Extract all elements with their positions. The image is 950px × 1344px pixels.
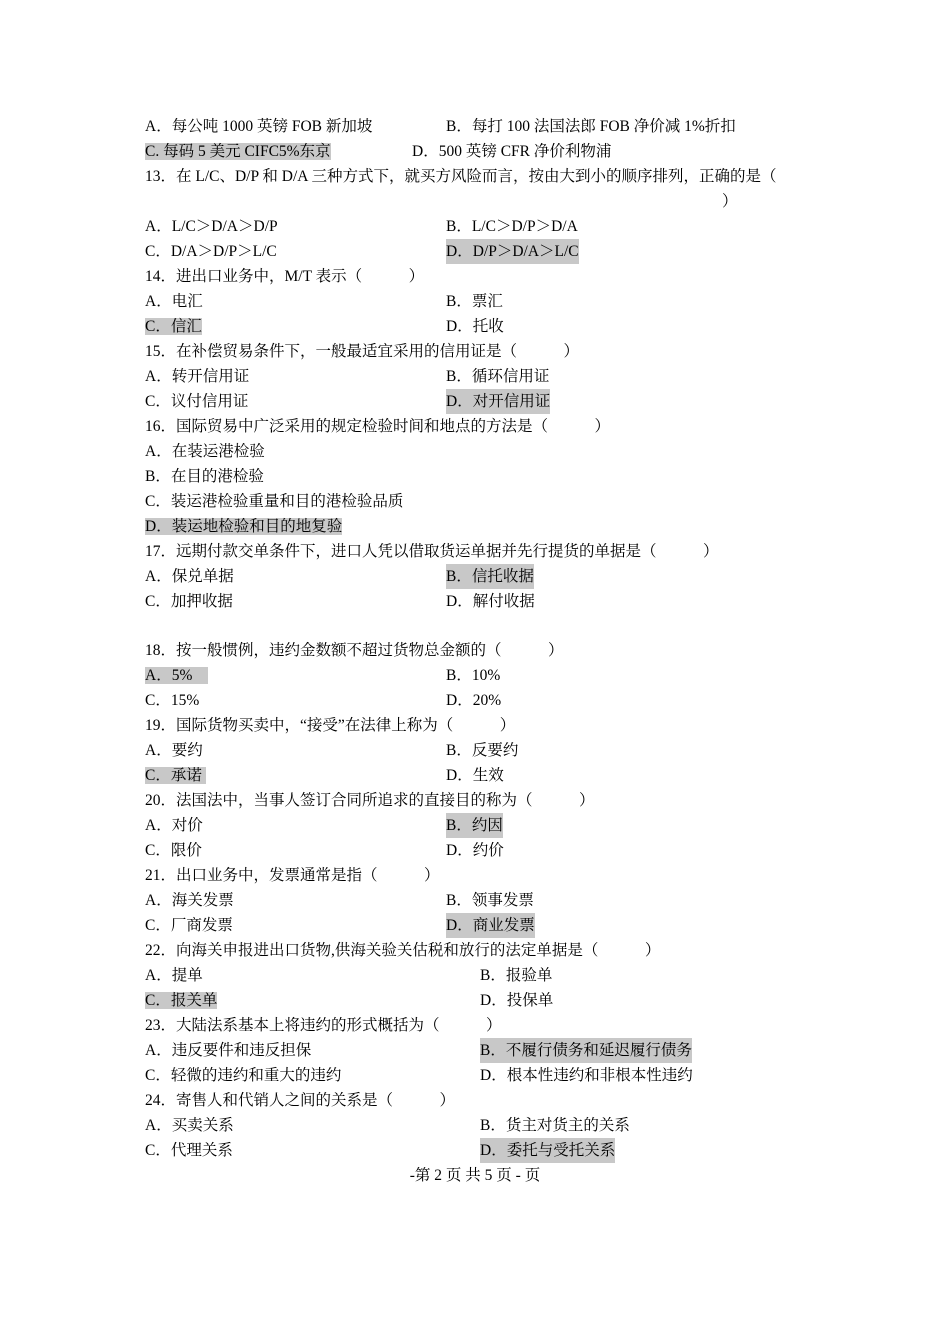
question-stem: 15．在补偿贸易条件下，一般最适宜采用的信用证是（ ） — [145, 343, 580, 360]
option-b: B．领事发票 — [446, 892, 534, 909]
option-a: A．要约 — [145, 742, 203, 759]
option-d-answer: D．商业发票 — [446, 913, 535, 938]
option-c: C．限价 — [145, 842, 202, 859]
option-row — [145, 763, 504, 788]
option-row — [145, 813, 503, 838]
option-row — [145, 364, 550, 389]
option-c: C．D/A＞D/P＞L/C — [145, 243, 277, 260]
option-a: A．违反要件和违反担保 — [145, 1042, 312, 1059]
option-b-answer: B．不履行债务和延迟履行债务 — [480, 1038, 692, 1063]
option-row — [145, 589, 535, 614]
option-c: C．代理关系 — [145, 1142, 233, 1159]
option-row — [145, 389, 551, 414]
option-a: A．在装运港检验 — [145, 443, 265, 460]
option-c: C．厂商发票 — [145, 917, 233, 934]
option-b: B．10% — [446, 667, 501, 684]
question-stem: 13．在 L/C、D/P 和 D/A 三种方式下，就买方风险而言，按由大到小的顺序排列，正确的是（ — [145, 168, 777, 185]
question-stem: 20．法国法中，当事人签订合同所追求的直接目的称为（ ） — [145, 792, 595, 809]
option-c-answer: C. 每码 5 美元 CIFC5%东京 — [145, 143, 331, 160]
option-d: D．根本性违约和非根本性违约 — [480, 1067, 693, 1084]
option-a: A．对价 — [145, 817, 203, 834]
option-row — [145, 738, 519, 763]
option-b: B．货主对货主的关系 — [480, 1117, 630, 1134]
option-a: A．每公吨 1000 英镑 FOB 新加坡 — [145, 118, 373, 135]
option-row — [145, 988, 554, 1013]
option-c: C．加押收据 — [145, 593, 233, 610]
option-row — [145, 289, 503, 314]
option-a: A．买卖关系 — [145, 1117, 234, 1134]
option-a: A．L/C＞D/A＞D/P — [145, 218, 278, 235]
option-c: C．装运港检验重量和目的港检验品质 — [145, 493, 404, 510]
option-row — [145, 564, 534, 589]
option-c-answer: C．承诺 — [145, 767, 206, 784]
option-row — [145, 514, 342, 539]
option-row — [145, 139, 612, 164]
option-c: C．轻微的违约和重大的违约 — [145, 1067, 342, 1084]
page-footer: -第 2 页 共 5 页 - 页 — [409, 1167, 541, 1184]
option-d: D．投保单 — [480, 992, 554, 1009]
question-stem: 19．国际货物买卖中，“接受”在法律上称为（ ） — [145, 717, 516, 734]
option-d: D．约价 — [446, 842, 504, 859]
option-row — [145, 1063, 693, 1088]
option-row — [145, 913, 535, 938]
option-row — [145, 1138, 616, 1163]
question-stem: 17．远期付款交单条件下，进口人凭以借取货运单据并先行提货的单据是（ ） — [145, 543, 719, 560]
option-c: C．议付信用证 — [145, 393, 249, 410]
question-stem: 14．进出口业务中，M/T 表示（ ） — [145, 268, 425, 285]
option-c: C．15% — [145, 692, 200, 709]
option-d: D．500 英镑 CFR 净价利物浦 — [412, 143, 612, 160]
option-row — [145, 888, 534, 913]
option-b: B．反要约 — [446, 742, 519, 759]
option-b: B．报验单 — [480, 967, 553, 984]
option-d-answer: D．D/P＞D/A＞L/C — [446, 239, 579, 264]
option-row — [145, 239, 579, 264]
option-d: D．托收 — [446, 318, 504, 335]
question-stem: 16．国际贸易中广泛采用的规定检验时间和地点的方法是（ ） — [145, 418, 611, 435]
option-a: A．转开信用证 — [145, 368, 250, 385]
question-stem-cont: ） — [722, 193, 738, 210]
option-a: A．海关发票 — [145, 892, 234, 909]
option-b: B．在目的港检验 — [145, 468, 264, 485]
option-row — [145, 114, 736, 139]
option-row — [145, 214, 578, 239]
option-b: B．票汇 — [446, 293, 503, 310]
option-d: D．20% — [446, 692, 502, 709]
option-row — [145, 1038, 692, 1063]
option-row — [145, 963, 553, 988]
question-stem: 23．大陆法系基本上将违约的形式概括为（ ） — [145, 1017, 502, 1034]
option-row — [145, 838, 504, 863]
option-a: A．保兑单据 — [145, 568, 234, 585]
option-a-answer: A．5% — [145, 667, 208, 684]
option-b: B．L/C＞D/P＞D/A — [446, 218, 578, 235]
option-d: D．解付收据 — [446, 593, 535, 610]
question-stem: 21．出口业务中，发票通常是指（ ） — [145, 867, 440, 884]
question-stem: 18．按一般惯例，违约金数额不超过货物总金额的（ ） — [145, 642, 564, 659]
option-d-answer: D．委托与受托关系 — [480, 1138, 615, 1163]
option-b-answer: B．信托收据 — [446, 564, 534, 589]
option-row — [145, 314, 504, 339]
option-d-answer: D．对开信用证 — [446, 389, 550, 414]
option-b: B．每打 100 法国法郎 FOB 净价减 1%折扣 — [446, 118, 736, 135]
option-c-answer: C．报关单 — [145, 992, 218, 1009]
question-stem: 22．向海关申报进出口货物,供海关验关估税和放行的法定单据是（ ） — [145, 942, 661, 959]
option-a: A．提单 — [145, 967, 203, 984]
option-row — [145, 1113, 630, 1138]
option-d-answer: D．装运地检验和目的地复验 — [145, 518, 343, 535]
option-d: D．生效 — [446, 767, 504, 784]
option-b-answer: B．约因 — [446, 813, 503, 838]
option-c-answer: C．信汇 — [145, 318, 202, 335]
option-row — [145, 688, 502, 713]
option-a: A．电汇 — [145, 293, 203, 310]
option-b: B．循环信用证 — [446, 368, 550, 385]
option-row — [145, 663, 501, 688]
question-stem: 24．寄售人和代销人之间的关系是（ ） — [145, 1092, 456, 1109]
